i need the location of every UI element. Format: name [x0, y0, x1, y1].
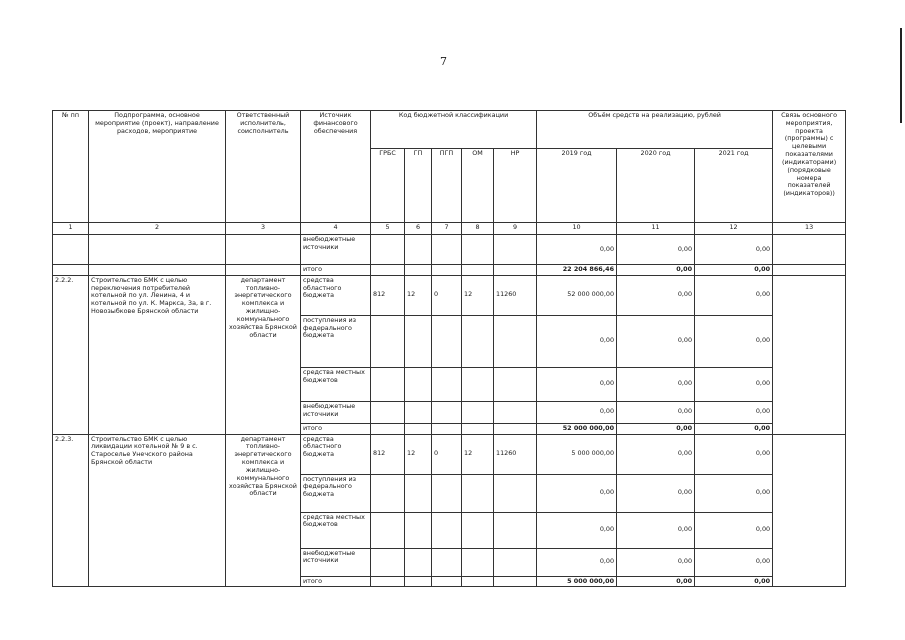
- value-2020: 0,00: [617, 434, 695, 474]
- header-2020: 2020 год: [617, 149, 695, 223]
- total-2019: 52 000 000,00: [537, 423, 617, 434]
- column-number: 11: [617, 223, 695, 235]
- source-label: внебюджетные источники: [301, 235, 371, 265]
- value-2021: 0,00: [695, 367, 773, 401]
- source-label: средства местных бюджетов: [301, 367, 371, 401]
- carry-total-row: [53, 265, 846, 276]
- code-gp: 12: [405, 434, 432, 474]
- item-number: 2.2.2.: [53, 275, 89, 434]
- header-row-1: [53, 111, 846, 149]
- header-nr: НР: [494, 149, 537, 223]
- item-executor: департамент топливно-энергетического комплекса и жилищно-коммунального хозяйства Брянской области: [226, 275, 301, 434]
- value-2020: 0,00: [617, 275, 695, 315]
- total-label: итого: [301, 423, 371, 434]
- column-number: 12: [695, 223, 773, 235]
- header-executor: Ответственный исполнитель, соисполнитель: [226, 111, 301, 223]
- total-2020: 0,00: [617, 265, 695, 276]
- code-nr: 11260: [494, 275, 537, 315]
- item-row: [53, 434, 846, 474]
- source-label: средства местных бюджетов: [301, 512, 371, 548]
- value-2021: 0,00: [695, 512, 773, 548]
- total-2019: 5 000 000,00: [537, 576, 617, 587]
- value-2021: 0,00: [695, 548, 773, 576]
- header-volume: Объём средств на реализацию, рублей: [537, 111, 773, 149]
- source-label: средства областного бюджета: [301, 275, 371, 315]
- total-2020: 0,00: [617, 576, 695, 587]
- value-2020: 0,00: [617, 315, 695, 367]
- column-number: 8: [462, 223, 494, 235]
- column-number-row: [53, 223, 846, 235]
- header-subprogram: Подпрограмма, основное мероприятие (проект), направление расходов, мероприятие: [89, 111, 226, 223]
- total-2019: 22 204 866,46: [537, 265, 617, 276]
- column-number: 1: [53, 223, 89, 235]
- item-row: [53, 275, 846, 315]
- value-2021: 0,00: [695, 315, 773, 367]
- budget-table: [52, 110, 846, 587]
- header-source: Источник финансового обеспечения: [301, 111, 371, 223]
- value-2020: 0,00: [617, 235, 695, 265]
- value-2020: 0,00: [617, 474, 695, 512]
- column-number: 5: [371, 223, 405, 235]
- total-2021: 0,00: [695, 265, 773, 276]
- value-2019: 0,00: [537, 367, 617, 401]
- header-2021: 2021 год: [695, 149, 773, 223]
- code-grbs: 812: [371, 434, 405, 474]
- item-executor: департамент топливно-энергетического комплекса и жилищно-коммунального хозяйства Брянской области: [226, 434, 301, 587]
- carry-extra-row: [53, 235, 846, 265]
- value-2021: 0,00: [695, 275, 773, 315]
- header-num: № пп: [53, 111, 89, 223]
- header-grbs: ГРБС: [371, 149, 405, 223]
- column-number: 2: [89, 223, 226, 235]
- column-number: 9: [494, 223, 537, 235]
- value-2019: 5 000 000,00: [537, 434, 617, 474]
- value-2019: 0,00: [537, 548, 617, 576]
- value-2020: 0,00: [617, 401, 695, 423]
- column-number: 4: [301, 223, 371, 235]
- value-2019: 0,00: [537, 401, 617, 423]
- code-om: 12: [462, 434, 494, 474]
- item-name: Строительство БМК с целью ликвидации котельной № 9 в с. Староселье Унечского района Брянской области: [89, 434, 226, 587]
- column-number: 3: [226, 223, 301, 235]
- value-2020: 0,00: [617, 367, 695, 401]
- column-number: 13: [773, 223, 846, 235]
- value-2021: 0,00: [695, 434, 773, 474]
- source-label: внебюджетные источники: [301, 401, 371, 423]
- value-2021: 0,00: [695, 235, 773, 265]
- total-label: итого: [301, 576, 371, 587]
- value-2021: 0,00: [695, 401, 773, 423]
- total-2020: 0,00: [617, 423, 695, 434]
- code-nr: 11260: [494, 434, 537, 474]
- value-2020: 0,00: [617, 512, 695, 548]
- code-grbs: 812: [371, 275, 405, 315]
- source-label: средства областного бюджета: [301, 434, 371, 474]
- value-2019: 52 000 000,00: [537, 275, 617, 315]
- column-number: 10: [537, 223, 617, 235]
- value-2020: 0,00: [617, 548, 695, 576]
- source-label: поступления из федерального бюджета: [301, 315, 371, 367]
- scan-edge-mark: [900, 28, 902, 123]
- code-gp: 12: [405, 275, 432, 315]
- total-label: итого: [301, 265, 371, 276]
- item-name: Строительство БМК с целью переключения потребителей котельной по ул. Ленина, 4 и котельной по ул. К. Маркса, 3а, в г. Новозыбкове Брянской области: [89, 275, 226, 434]
- header-budget-code: Код бюджетной классификации: [371, 111, 537, 149]
- header-2019: 2019 год: [537, 149, 617, 223]
- total-2021: 0,00: [695, 423, 773, 434]
- source-label: поступления из федерального бюджета: [301, 474, 371, 512]
- header-om: ОМ: [462, 149, 494, 223]
- page-number: 7: [440, 55, 447, 68]
- code-om: 12: [462, 275, 494, 315]
- value-2019: 0,00: [537, 474, 617, 512]
- value-2019: 0,00: [537, 315, 617, 367]
- source-label: внебюджетные источники: [301, 548, 371, 576]
- header-gp: ГП: [405, 149, 432, 223]
- total-2021: 0,00: [695, 576, 773, 587]
- code-pgp: 0: [432, 275, 462, 315]
- column-number: 6: [405, 223, 432, 235]
- value-2019: 0,00: [537, 512, 617, 548]
- header-pgp: ПГП: [432, 149, 462, 223]
- value-2019: 0,00: [537, 235, 617, 265]
- column-number: 7: [432, 223, 462, 235]
- value-2021: 0,00: [695, 474, 773, 512]
- header-link: Связь основного мероприятия, проекта (программы) с целевыми показателями (индикаторами) (порядковые номера показателей (индикаторов)): [773, 111, 846, 223]
- item-number: 2.2.3.: [53, 434, 89, 587]
- code-pgp: 0: [432, 434, 462, 474]
